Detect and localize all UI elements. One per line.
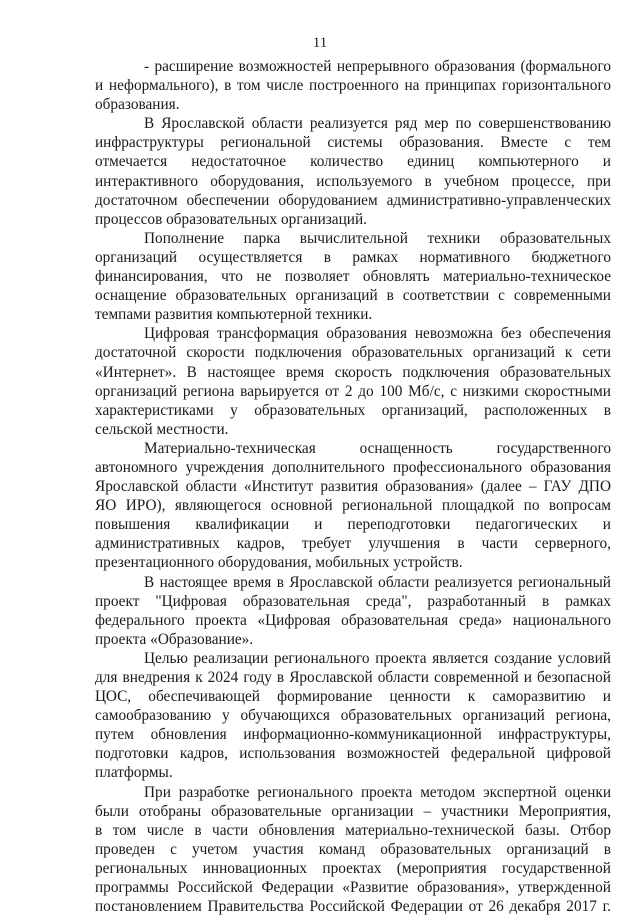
text-line: «Интернет». В настоящее время скорость подключения образовательных	[95, 363, 611, 381]
text-line: и неформального), в том числе построенного на принципах горизонтального	[95, 77, 611, 95]
text-line: оснащение образовательных организаций в соответствии с современными	[95, 287, 611, 305]
text-line: - расширение возможностей непрерывного образования (формального	[144, 58, 611, 75]
text-line: самообразованию у обучающихся образовательных организаций региона,	[95, 707, 611, 725]
text-line: При разработке регионального проекта методом экспертной оценки	[144, 783, 611, 801]
text-line: организаций региона варьируется от 2 до 100 Мб/с, с низкими скоростными	[95, 382, 611, 400]
text-line: достаточном обеспечении оборудованием административно-управленческих	[95, 191, 611, 209]
text-line: для внедрения к 2024 году в Ярославской области современной и безопасной	[95, 669, 611, 686]
page-number: 11	[312, 35, 328, 51]
text-line: подготовки кадров, использования возможностей федеральной цифровой	[95, 745, 611, 763]
text-line: интерактивного оборудования, используемого в учебном процессе, при	[95, 172, 611, 190]
paragraph	[95, 57, 611, 114]
paragraph	[95, 229, 611, 324]
text-line: федерального проекта «Цифровая образовательная среда» национального	[95, 611, 611, 629]
text-line: сельской местности.	[95, 420, 229, 438]
text-line: постановлением Правительства Российской Федерации от 26 декабря 2017 г.	[95, 898, 611, 916]
text-line: темпами развития компьютерной техники.	[95, 306, 373, 324]
text-line: достаточной скорости подключения образовательных организаций к сети	[95, 344, 611, 362]
text-line: проведен с учетом участия команд образовательных организаций в	[95, 840, 611, 858]
paragraph	[95, 783, 611, 916]
text-line: были отобраны образовательные организации – участники Мероприятия,	[95, 802, 611, 820]
text-line: образования.	[95, 96, 180, 114]
text-line: программы Российской Федерации «Развитие образования», утвержденной	[95, 879, 611, 897]
text-line: повышения квалификации и переподготовки педагогических и	[95, 516, 611, 534]
text-line: региональных инновационных проектах (мероприятия государственной	[95, 859, 611, 877]
text-line: проекта «Образование».	[95, 630, 254, 648]
text-line: характеристиками у образовательных организаций, расположенных в	[95, 401, 611, 419]
text-line: платформы.	[95, 764, 173, 782]
text-line: Ярославской области «Институт развития образования» (далее – ГАУ ДПО	[95, 478, 611, 496]
text-line: организаций осуществляется в рамках нормативного бюджетного	[95, 248, 611, 266]
text-line: отмечается недостаточное количество единиц компьютерного и	[95, 153, 611, 171]
document-body	[95, 57, 611, 916]
text-line: ЦОС, обеспечивающей формирование ценности к саморазвитию и	[95, 688, 611, 706]
text-line: административных кадров, требует улучшения в части серверного,	[95, 535, 611, 553]
paragraph	[95, 649, 611, 783]
text-line: ЯО ИРО), являющегося основной региональной площадкой по вопросам	[95, 497, 611, 515]
text-line: В настоящее время в Ярославской области реализуется региональный	[144, 573, 611, 591]
text-line: в том числе в части обновления материально-технической базы. Отбор	[95, 821, 611, 839]
text-line: презентационного оборудования, мобильных устройств.	[95, 554, 463, 572]
text-line: Пополнение парка вычислительной техники образовательных	[144, 229, 611, 247]
text-line: инфраструктуры региональной системы образования. Вместе с тем	[95, 134, 611, 152]
paragraph	[95, 114, 611, 229]
text-line: Цифровая трансформация образования невозможна без обеспечения	[144, 325, 611, 343]
text-line: В Ярославской области реализуется ряд мер по совершенствованию	[144, 115, 611, 133]
text-line: автономного учреждения дополнительного профессионального образования	[95, 458, 611, 476]
text-line: Материально-техническая оснащенность государственного	[144, 439, 611, 457]
text-line: финансирования, что не позволяет обновлять материально-техническое	[95, 268, 611, 286]
paragraph	[95, 439, 611, 573]
text-line: путем обновления информационно-коммуникационной инфраструктуры,	[95, 726, 611, 744]
text-line: проект "Цифровая образовательная среда", разработанный в рамках	[95, 592, 611, 610]
paragraph	[95, 573, 611, 649]
paragraph	[95, 324, 611, 439]
text-line: Целью реализации регионального проекта является создание условий	[144, 649, 611, 667]
text-line: процессов образовательных организаций.	[95, 210, 367, 228]
